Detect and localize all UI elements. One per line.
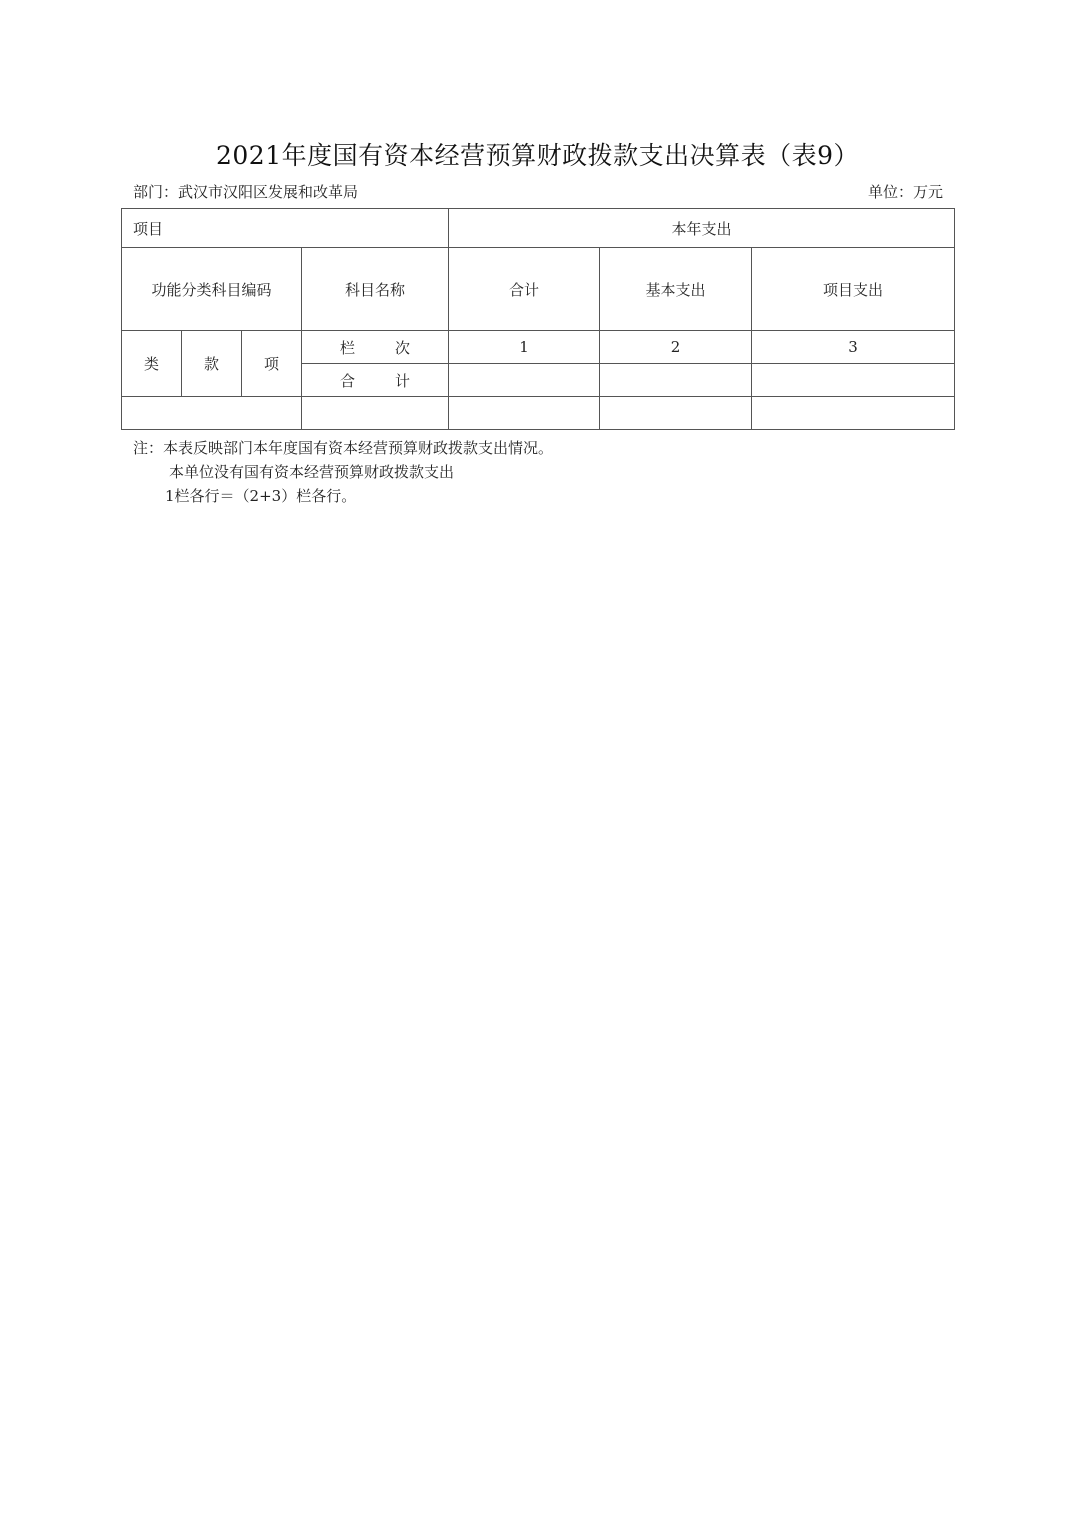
unit-label: 单位：万元 bbox=[867, 183, 943, 201]
col-func-code: 功能分类科目编码 bbox=[122, 248, 302, 331]
header-current-year: 本年支出 bbox=[449, 209, 955, 248]
table-header-row bbox=[122, 209, 955, 248]
col-num-1: 1 bbox=[449, 331, 600, 364]
empty-name-cell bbox=[302, 397, 449, 430]
row-lanci bbox=[302, 331, 449, 364]
sub-xiang: 项 bbox=[242, 331, 302, 397]
empty-basic-cell bbox=[600, 397, 752, 430]
col-total: 合计 bbox=[449, 248, 600, 331]
row-heji-a: 合 bbox=[339, 371, 355, 390]
col-subject-name: 科目名称 bbox=[302, 248, 449, 331]
table-row bbox=[122, 397, 955, 430]
col-num-3: 3 bbox=[752, 331, 955, 364]
header-project: 项目 bbox=[122, 209, 449, 248]
row-lanci-b: 次 bbox=[395, 338, 411, 357]
note-line-2: 本单位没有国有资本经营预算财政拨款支出 bbox=[169, 463, 455, 481]
heji-total-cell bbox=[449, 364, 600, 397]
row-lanci-a: 栏 bbox=[339, 338, 355, 357]
notes bbox=[133, 436, 553, 508]
expenditure-table bbox=[121, 208, 955, 430]
empty-total-cell bbox=[449, 397, 600, 430]
col-num-2: 2 bbox=[600, 331, 752, 364]
row-heji bbox=[302, 364, 449, 397]
col-basic: 基本支出 bbox=[600, 248, 752, 331]
heji-project-cell bbox=[752, 364, 955, 397]
table-lanci-row bbox=[122, 331, 955, 364]
table-column-row bbox=[122, 248, 955, 331]
col-project: 项目支出 bbox=[752, 248, 955, 331]
sub-kuan: 款 bbox=[182, 331, 242, 397]
note-line-3: 1栏各行＝（2+3）栏各行。 bbox=[165, 487, 357, 505]
department-label: 部门：武汉市汉阳区发展和改革局 bbox=[133, 183, 359, 201]
sub-lei: 类 bbox=[122, 331, 182, 397]
empty-code-cell bbox=[122, 397, 302, 430]
note-line-1: 注：本表反映部门本年度国有资本经营预算财政拨款支出情况。 bbox=[133, 439, 554, 457]
heji-basic-cell bbox=[600, 364, 752, 397]
row-heji-b: 计 bbox=[395, 371, 411, 390]
page-title: 2021年度国有资本经营预算财政拨款支出决算表（表9） bbox=[215, 141, 860, 170]
empty-project-cell bbox=[752, 397, 955, 430]
